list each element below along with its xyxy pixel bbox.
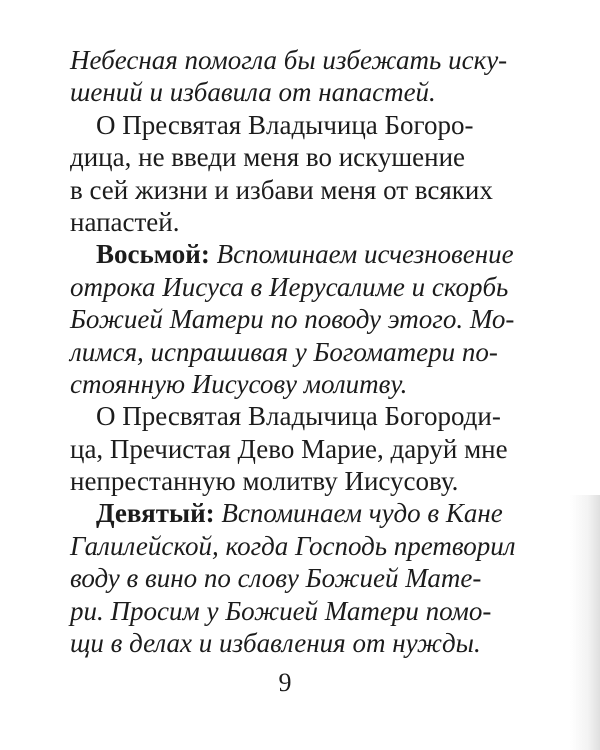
text-line: Божией Матери по поводу этого. Мо- [70, 304, 515, 335]
text-line: Небесная помогла бы избежать иску- [70, 45, 508, 75]
text-line [70, 497, 540, 529]
paragraph-prayer [70, 400, 540, 497]
page-number: 9 [278, 668, 292, 697]
text-line: стоянную Иисусову молитву. [70, 368, 408, 399]
text-line: щи в делах и избавления от нужды. [70, 628, 481, 659]
text-line: лимся, испрашивая у Богоматери по- [70, 336, 498, 367]
mystery-text: Вспоминаем чудо в Кане [214, 498, 503, 529]
text-line: напастей. [70, 206, 180, 237]
text-line: непрестанную молитву Иисусову. [70, 466, 459, 497]
text-line: дица, не введи меня во искушение [70, 142, 466, 173]
text-line [70, 238, 540, 270]
text-line: О Пресвятая Владычица Богороди- [96, 401, 501, 432]
mystery-heading: Восьмой: [96, 239, 210, 270]
paragraph-mystery-ninth [70, 497, 540, 659]
text-line: воду в вино по слову Божией Мате- [70, 563, 482, 594]
text-line: шений и избавила от напастей. [70, 77, 436, 108]
text-line: ри. Просим у Божией Матери помо- [70, 595, 492, 626]
text-line: отрока Иисуса в Иерусалиме и скорбь [70, 271, 509, 302]
mystery-text: Вспоминаем исчезновение [209, 239, 514, 270]
paragraph-mystery-eighth [70, 238, 540, 400]
text-line: О Пресвятая Владычица Богоро- [96, 109, 474, 140]
text-line: в сей жизни и избави меня от всяких [70, 174, 493, 205]
paragraph-prayer [70, 109, 540, 239]
page-edge-shadow [570, 495, 600, 750]
paragraph-continuation [70, 44, 540, 109]
text-line: Галилейской, когда Господь претворил [70, 530, 516, 561]
page-text [70, 44, 540, 659]
mystery-heading: Девятый: [96, 498, 215, 529]
text-line: ца, Пречистая Дево Марие, даруй мне [70, 433, 508, 464]
